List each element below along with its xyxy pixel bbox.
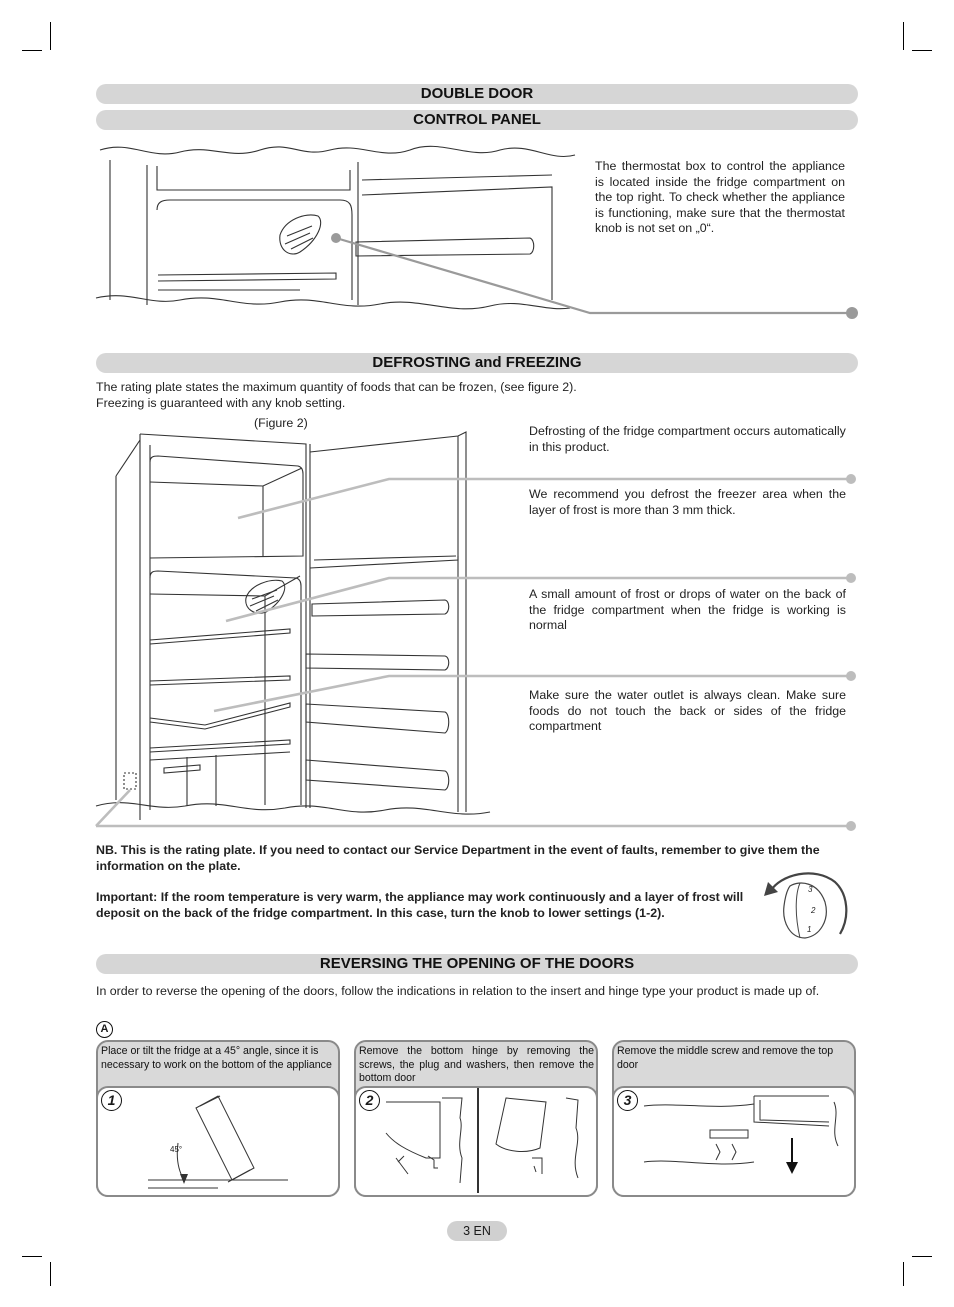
knob-mark-1: 1 — [807, 925, 812, 934]
defrosting-intro-line2: Freezing is guaranteed with any knob setting. — [96, 396, 346, 410]
knob-mark-2: 2 — [811, 906, 816, 915]
thermostat-knob-icon — [760, 862, 850, 942]
bottom-hinge-illustration — [356, 1088, 596, 1193]
step-panel-2 — [354, 1040, 598, 1197]
control-panel-description: The thermostat box to control the appliance is located inside the fridge compartment on the top right. To check whether the appliance is functioning, make sure that the thermostat knob is not set on „0“. — [595, 159, 845, 235]
callout-frost-normal: A small amount of frost or drops of water on the back of the fridge compartment when the fridge is working is normal — [529, 587, 846, 632]
header-reversing: REVERSING THE OPENING OF THE DOORS — [96, 954, 858, 974]
middle-screw-illustration — [614, 1088, 854, 1193]
panel-illustration-area — [612, 1086, 856, 1197]
callout-defrost-freezer: We recommend you defrost the freezer area when the layer of frost is more than 3 mm thick. — [529, 487, 846, 517]
crop-mark — [912, 1256, 932, 1257]
step-panel-1 — [96, 1040, 340, 1197]
nb-rating-plate-note: NB. This is the rating plate. If you need to contact our Service Department in the event of faults, remember to give them the information on the plate. — [96, 843, 820, 873]
section-marker-a: A — [96, 1021, 113, 1038]
defrosting-intro-line1: The rating plate states the maximum quantity of foods that can be frozen, (see figure 2). — [96, 380, 577, 394]
panel-illustration-area — [354, 1086, 598, 1197]
callout-water-outlet: Make sure the water outlet is always clean. Make sure foods do not touch the back or sides of the fridge compartment — [529, 688, 846, 733]
header-defrosting: DEFROSTING and FREEZING — [96, 353, 858, 373]
step-1-number: 1 — [101, 1090, 122, 1111]
header-control-panel: CONTROL PANEL — [96, 110, 858, 130]
panel-illustration-area — [96, 1086, 340, 1197]
knob-mark-3: 3 — [808, 885, 813, 894]
step-1-text: Place or tilt the fridge at a 45° angle, since it is necessary to work on the bottom of the appliance — [101, 1045, 332, 1071]
figure-label: (Figure 2) — [254, 416, 308, 430]
tilted-fridge-illustration — [98, 1088, 338, 1193]
reversing-intro: In order to reverse the opening of the doors, follow the indications in relation to the insert and hinge type your product is made up of. — [96, 984, 820, 998]
callout-defrost-auto: Defrosting of the fridge compartment occurs automatically in this product. — [529, 424, 846, 454]
important-note: Important: If the room temperature is very warm, the appliance may work continuously and a layer of frost will deposit on the back of the fridge compartment. In this case, turn the knob to lower settings (1-2). — [96, 890, 744, 920]
step-2-text: Remove the bottom hinge by removing the screws, the plug and washers, then remove the bottom door — [359, 1045, 594, 1084]
step-3-number: 3 — [617, 1090, 638, 1111]
header-double-door: DOUBLE DOOR — [96, 84, 858, 104]
angle-label: 45° — [170, 1145, 183, 1154]
crop-mark — [50, 1262, 51, 1286]
crop-mark — [22, 1256, 42, 1257]
crop-mark — [903, 1262, 904, 1286]
step-2-number: 2 — [359, 1090, 380, 1111]
page-number: 3 EN — [447, 1221, 507, 1241]
step-3-text: Remove the middle screw and remove the top door — [617, 1045, 834, 1071]
step-panel-3 — [612, 1040, 856, 1197]
